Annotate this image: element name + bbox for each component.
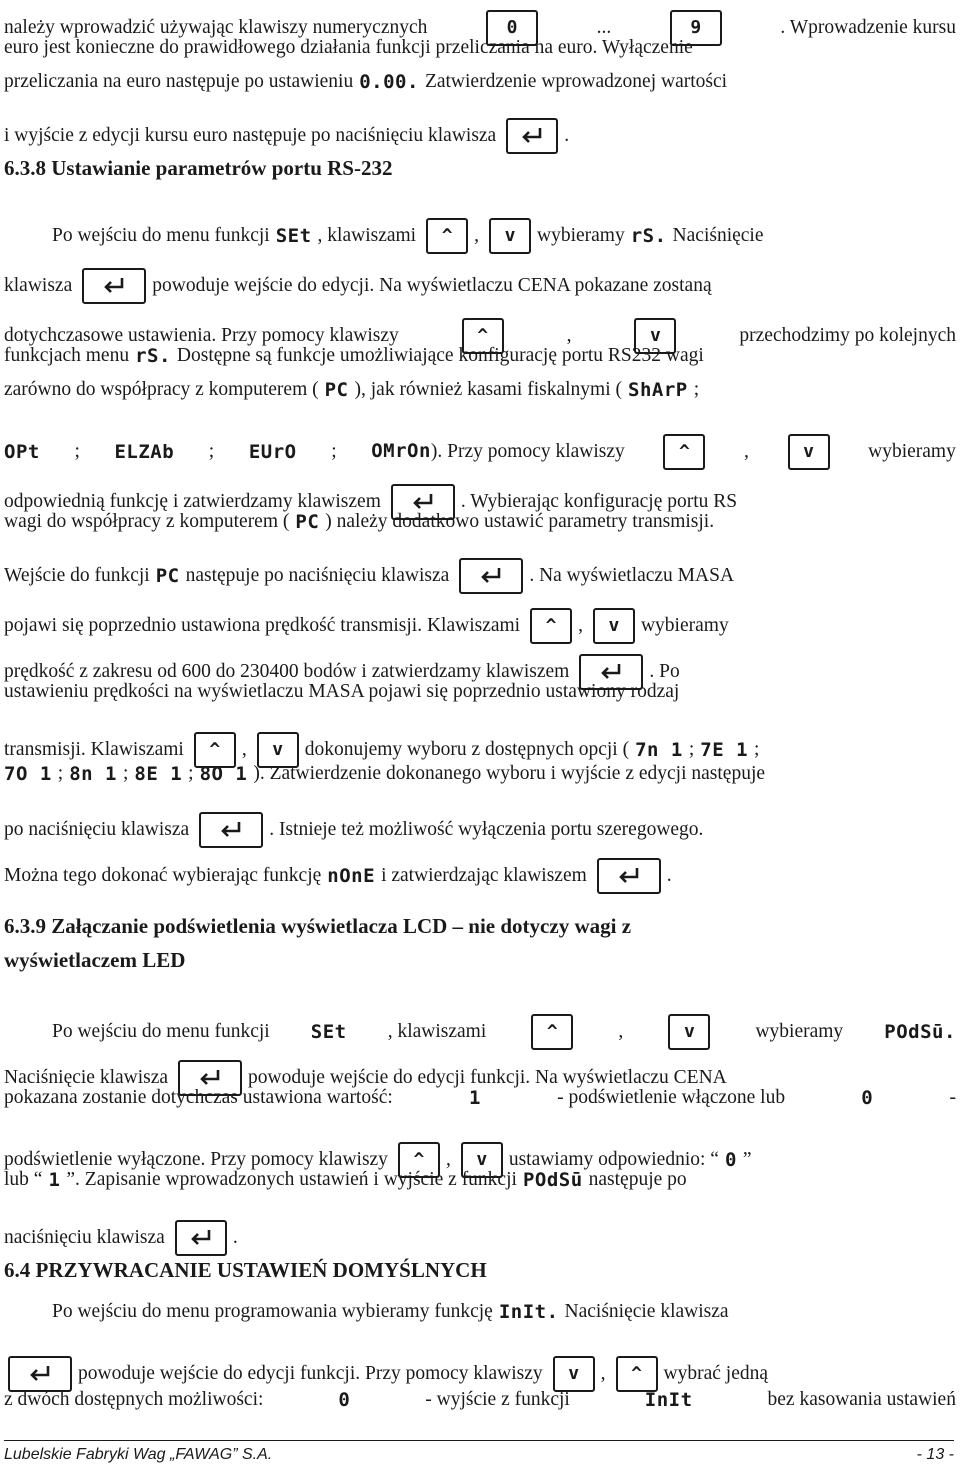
text-line: Po wejściu do menu funkcji SEt , klawiszami ^ , v wybieramy rS. Naciśnięcie	[52, 212, 956, 248]
down-key-icon: v	[257, 732, 299, 768]
up-key-icon: ^	[426, 218, 468, 254]
up-key-icon: ^	[398, 1142, 440, 1178]
enter-key-icon	[597, 858, 661, 894]
down-key-icon: v	[553, 1356, 595, 1392]
up-key-icon: ^	[530, 608, 572, 644]
text-line: naciśnięciu klawisza .	[4, 1214, 956, 1250]
text-line: Wejście do funkcji PC następuje po naciśnięciu klawisza . Na wyświetlaczu MASA	[4, 552, 956, 588]
text-line: transmisji. Klawiszami ^ , v dokonujemy wyboru z dostępnych opcji ( 7n 1 ; 7E 1 ;	[4, 726, 956, 762]
text-line: Po wejściu do menu funkcji SEt , klawiszami ^ , v wybieramy POdSū.	[52, 1008, 956, 1044]
enter-key-icon	[8, 1356, 72, 1392]
enter-key-icon	[506, 118, 558, 154]
key-0: 0	[486, 10, 538, 46]
footer-company: Lubelskie Fabryki Wag „FAWAG” S.A.	[4, 1445, 273, 1463]
text-line: pojawi się poprzednio ustawiona prędkość transmisji. Klawiszami ^ , v wybieramy	[4, 602, 956, 638]
text-line: i wyjście z edycji kursu euro następuje po naciśnięciu klawisza .	[4, 112, 956, 148]
down-key-icon: v	[489, 218, 531, 254]
text-line: wagi do współpracy z komputerem ( PC ) należy dodatkowo ustawić parametry transmisji.	[4, 511, 715, 533]
text-line: przeliczania na euro następuje po ustawieniu 0.00. Zatwierdzenie wprowadzonej wartości	[4, 71, 728, 93]
text-line: klawisza powoduje wejście do edycji. Na wyświetlaczu CENA pokazane zostaną	[4, 262, 956, 298]
text-line: podświetlenie wyłączone. Przy pomocy klawiszy ^ , v ustawiamy odpowiednio: “ 0 ”	[4, 1136, 956, 1172]
down-key-icon: v	[788, 434, 830, 470]
text-line: powoduje wejście do edycji funkcji. Przy pomocy klawiszy v , ^ wybrać jedną	[4, 1350, 956, 1386]
enter-key-icon	[459, 558, 523, 594]
text-line: z dwóch dostępnych możliwości: 0 - wyjście z funkcji InIt bez kasowania ustawień	[4, 1389, 956, 1411]
down-key-icon: v	[634, 318, 676, 354]
text-line: prędkość z zakresu od 600 do 230400 bodów i zatwierdzamy klawiszem . Po	[4, 648, 956, 684]
text-line: lub “ 1 ”. Zapisanie wprowadzonych ustawień i wyjście z funkcji POdSū następuje po	[4, 1169, 687, 1191]
text-line: po naciśnięciu klawisza . Istnieje też możliwość wyłączenia portu szeregowego.	[4, 806, 956, 842]
up-key-icon: ^	[462, 318, 504, 354]
enter-key-icon	[82, 268, 146, 304]
text-line: odpowiednią funkcję i zatwierdzamy klawiszem . Wybierając konfigurację portu RS	[4, 478, 956, 514]
section-heading: 6.3.9 Załączanie podświetlenia wyświetlacza LCD – nie dotyczy wagi z	[4, 914, 632, 938]
text-line: euro jest konieczne do prawidłowego działania funkcji przeliczania na euro. Wyłączenie	[4, 37, 693, 58]
section-heading: 6.4 PRZYWRACANIE USTAWIEŃ DOMYŚLNYCH	[4, 1258, 487, 1282]
section-heading: wyświetlaczem LED	[4, 948, 186, 972]
text-line: należy wprowadzić używając klawiszy numerycznych 0 ... 9 . Wprowadzenie kursu	[4, 4, 956, 40]
text-line: OPt ; ELZAb ; EUrO ; OMrOn). Przy pomocy klawiszy ^ , v wybieramy	[4, 428, 956, 464]
enter-key-icon	[199, 812, 263, 848]
text-line: Po wejściu do menu programowania wybieramy funkcję InIt. Naciśnięcie klawisza	[52, 1301, 729, 1323]
key-9: 9	[670, 10, 722, 46]
page-number: - 13 -	[916, 1445, 954, 1463]
text-line: 7O 1 ; 8n 1 ; 8E 1 ; 8O 1 ). Zatwierdzenie dokonanego wyboru i wyjście z edycji następuje	[4, 763, 766, 785]
text-line: pokazana zostanie dotychczas ustawiona wartość: 1 - podświetlenie włączone lub 0 -	[4, 1087, 956, 1109]
up-key-icon: ^	[616, 1356, 658, 1392]
text-line: zarówno do współpracy z komputerem ( PC ), jak również kasami fiskalnymi ( ShArP ;	[4, 379, 700, 401]
up-key-icon: ^	[531, 1014, 573, 1050]
down-key-icon: v	[461, 1142, 503, 1178]
section-heading: 6.3.8 Ustawianie parametrów portu RS-232	[4, 156, 393, 180]
up-key-icon: ^	[663, 434, 705, 470]
down-key-icon: v	[593, 608, 635, 644]
text-line: dotychczasowe ustawienia. Przy pomocy klawiszy ^ , v przechodzimy po kolejnych	[4, 312, 956, 348]
down-key-icon: v	[668, 1014, 710, 1050]
enter-key-icon	[175, 1220, 227, 1256]
page-footer	[4, 1440, 954, 1468]
text-line: ustawieniu prędkości na wyświetlaczu MASA pojawi się poprzednio ustawiony rodzaj	[4, 681, 680, 702]
text-line: Można tego dokonać wybierając funkcję nOnE i zatwierdzając klawiszem .	[4, 852, 956, 888]
up-key-icon: ^	[194, 732, 236, 768]
text-line: funkcjach menu rS. Dostępne są funkcje umożliwiające konfigurację portu RS232 wagi	[4, 345, 704, 367]
text-line: Naciśnięcie klawisza powoduje wejście do edycji funkcji. Na wyświetlaczu CENA	[4, 1054, 956, 1090]
